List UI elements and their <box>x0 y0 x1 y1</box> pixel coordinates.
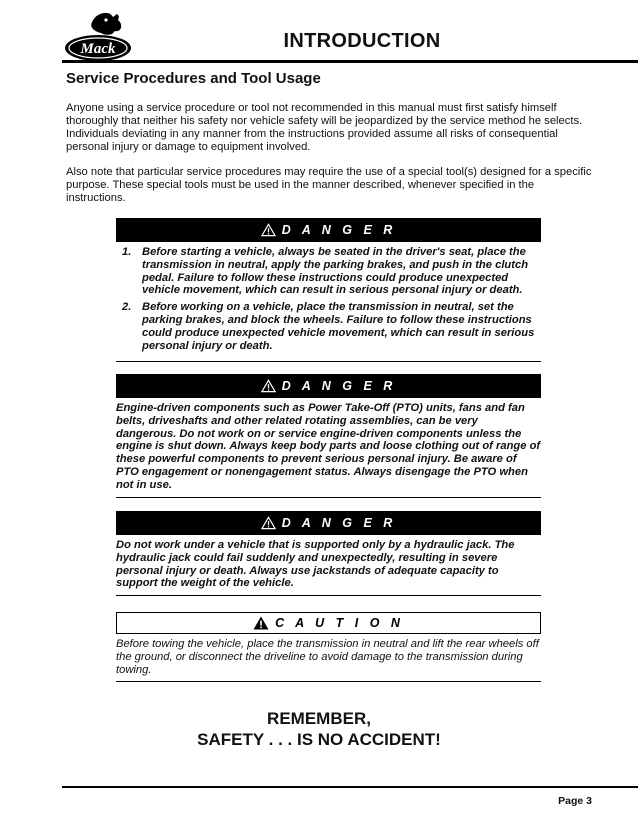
danger-header <box>116 218 541 242</box>
page-title: INTRODUCTION <box>283 30 441 52</box>
remember-line-2: SAFETY . . . IS NO ACCIDENT! <box>197 730 441 749</box>
remember-line-1: REMEMBER, <box>267 709 371 728</box>
danger-header <box>116 374 541 398</box>
page-number: Page 3 <box>558 795 592 807</box>
mack-logo <box>62 8 140 68</box>
danger-box-2 <box>116 374 541 498</box>
danger-label: D A N G E R <box>281 379 397 393</box>
intro-paragraph-1: Anyone using a service procedure or tool not recommended in this manual must first satisfy himself thoroughly that neither his safety nor vehicle safety will be jeopardized by the service method he selects. Individuals deviating in any manner from the instructions provided assume all risks of consequential personal injury or damage to equipment involved. <box>66 102 583 153</box>
remember-slogan <box>0 708 638 750</box>
caution-box <box>116 612 541 682</box>
danger-box-3 <box>116 511 541 596</box>
caution-triangle-icon <box>253 616 269 630</box>
warning-triangle-icon <box>261 223 276 237</box>
warning-triangle-icon <box>261 379 276 393</box>
logo-text: Mack <box>80 41 116 57</box>
intro-paragraph-2: Also note that particular service procedures may require the use of a special tool(s) designed for a specific purpose. These special tools must be used in the manner described, whenever specified in the instructions. <box>66 166 592 204</box>
danger-body: Do not work under a vehicle that is supported only by a hydraulic jack. The hydraulic jack could fail suddenly and unexpectedly, resulting in severe personal injury or death. Always use jackstands of adequate capacity to support the weight of the vehicle. <box>116 535 541 596</box>
danger-header <box>116 511 541 535</box>
warning-triangle-icon <box>261 516 276 530</box>
list-text: Before starting a vehicle, always be seated in the driver's seat, place the transmission in neutral, apply the parking brakes, and push in the clutch pedal. Failure to follow these instructions could produce unexpected vehicle movement, which can result in serious personal injury or death. <box>142 246 529 297</box>
section-title: Service Procedures and Tool Usage <box>66 70 321 87</box>
list-number: 1. <box>122 246 132 258</box>
header-rule <box>62 60 638 63</box>
danger-label: D A N G E R <box>281 516 397 530</box>
danger-body: Engine-driven components such as Power Take-Off (PTO) units, fans and fan belts, driveshafts and other related rotating assemblies, can be very dangerous. Do not work on or service engine-driven components unless the engine is shut down. Always keep body parts and loose clothing out of range of these powerful components to prevent serious personal injury. Be aware of PTO engagement or nonengagement status. Always disengage the PTO when not in use. <box>116 398 541 498</box>
footer-rule <box>62 786 638 788</box>
danger-label: D A N G E R <box>281 223 397 237</box>
caution-body: Before towing the vehicle, place the transmission in neutral and lift the rear wheels off the ground, or disconnect the driveline to avoid damage to the transmission during towing. <box>116 634 541 682</box>
caution-label: C A U T I O N <box>275 616 404 630</box>
list-text: Before working on a vehicle, place the transmission in neutral, set the parking brakes, and block the wheels. Failure to follow these instructions could produce unexpected vehicle movement, which can result in serious personal injury or death. <box>142 301 535 352</box>
list-number: 2. <box>122 301 132 314</box>
danger-box-1 <box>116 218 541 362</box>
list-item <box>116 301 541 352</box>
caution-header <box>116 612 541 634</box>
list-item <box>116 246 541 297</box>
danger-body <box>116 242 541 362</box>
